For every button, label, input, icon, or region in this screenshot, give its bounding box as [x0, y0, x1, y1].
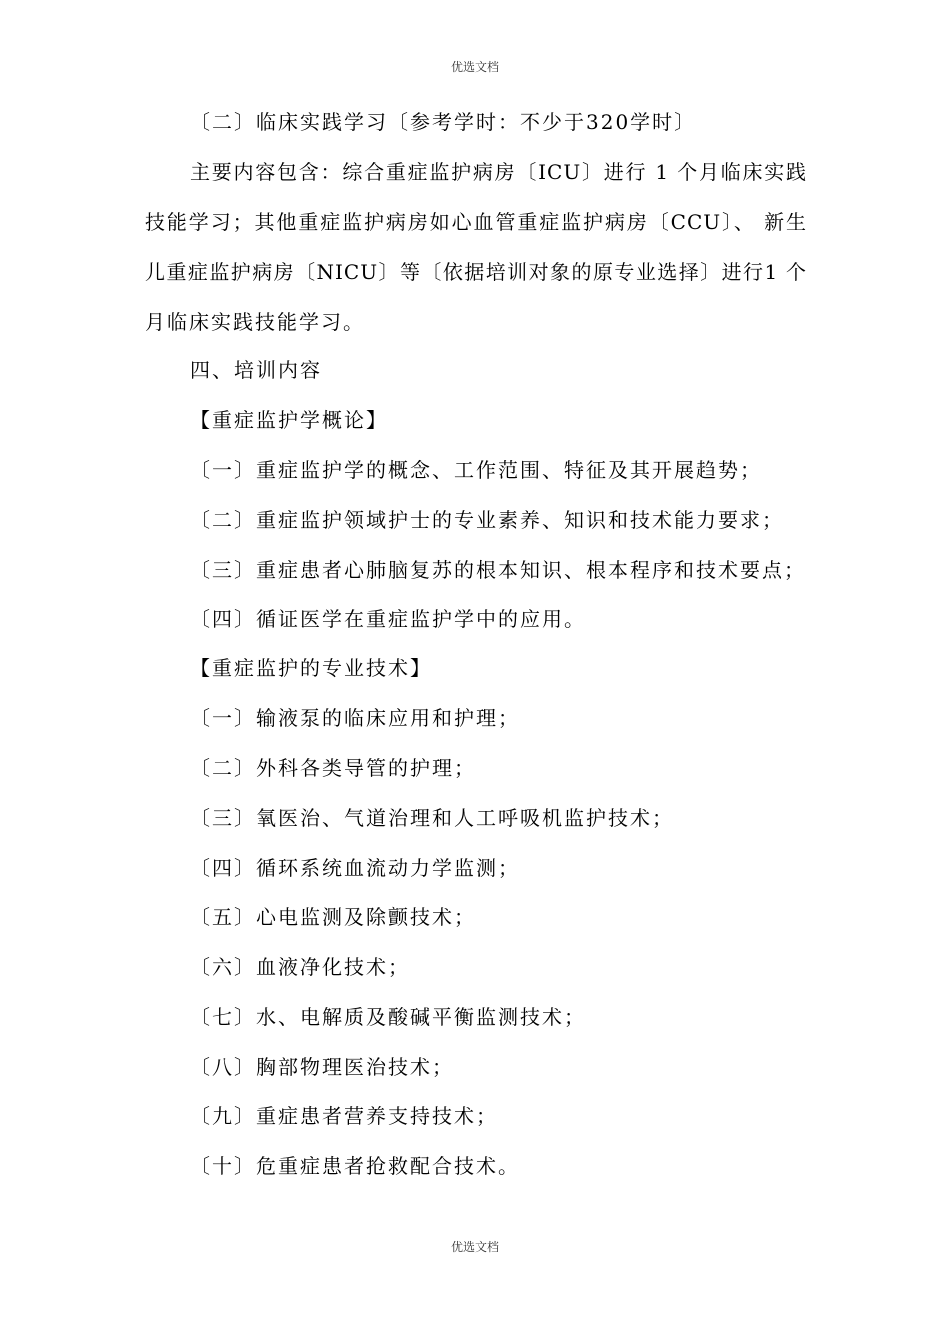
page-footer: 优选文档: [450, 1240, 499, 1254]
list-item: 〔七〕水、电解质及酸碱平衡监测技术；: [190, 1005, 586, 1029]
paragraph-main-content-line-3: 儿重症监护病房〔NICU〕等〔依据培训对象的原专业选择〕进行1 个: [145, 260, 807, 284]
list-item: 〔六〕血液净化技术；: [190, 955, 410, 979]
list-item: 〔四〕循环系统血流动力学监测；: [190, 856, 520, 880]
list-item: 〔十〕危重症患者抢救配合技术。: [190, 1154, 520, 1178]
page-header: 优选文档: [450, 60, 499, 74]
paragraph-main-content-line-4: 月临床实践技能学习。: [145, 310, 365, 334]
list-item: 〔三〕氧医治、气道治理和人工呼吸机监护技术；: [190, 806, 674, 830]
list-item: 〔三〕重症患者心肺脑复苏的根本知识、根本程序和技术要点；: [190, 558, 806, 582]
list-item: 〔一〕输液泵的临床应用和护理；: [190, 706, 520, 730]
list-item: 〔四〕循证医学在重症监护学中的应用。: [190, 607, 586, 631]
paragraph-main-content-line-1: 主要内容包含：综合重症监护病房〔ICU〕进行 1 个月临床实践: [190, 160, 807, 184]
subsection-heading-techniques: 【重症监护的专业技术】: [190, 656, 432, 680]
list-item: 〔二〕外科各类导管的护理；: [190, 756, 476, 780]
section-heading-training-content: 四、培训内容: [190, 358, 322, 382]
list-item: 〔五〕心电监测及除颤技术；: [190, 905, 476, 929]
list-item: 〔八〕胸部物理医治技术；: [190, 1055, 454, 1079]
list-item: 〔九〕重症患者营养支持技术；: [190, 1104, 498, 1128]
paragraph-main-content-line-2: 技能学习；其他重症监护病房如心血管重症监护病房〔CCU〕、 新生: [145, 210, 807, 234]
paragraph-clinical-practice-heading: 〔二〕临床实践学习〔参考学时：不少于320学时〕: [190, 110, 697, 134]
subsection-heading-intro: 【重症监护学概论】: [190, 408, 388, 432]
list-item: 〔一〕重症监护学的概念、工作范围、特征及其开展趋势；: [190, 458, 762, 482]
list-item: 〔二〕重症监护领域护士的专业素养、知识和技术能力要求；: [190, 508, 784, 532]
